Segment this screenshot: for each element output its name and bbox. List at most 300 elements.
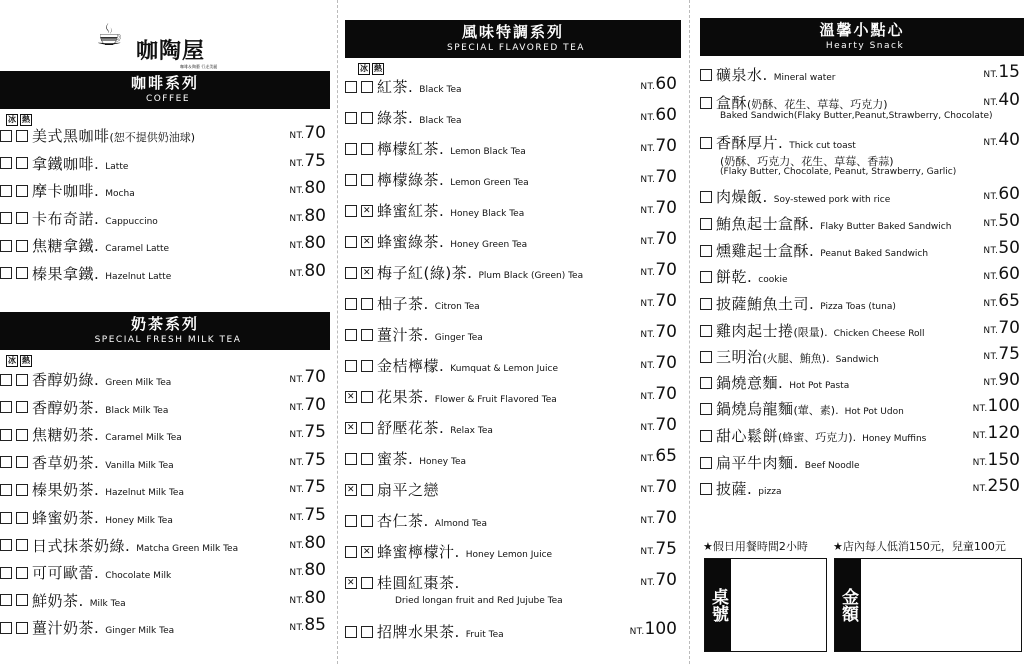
legend-iced-hot: 冰 熱 bbox=[8, 115, 30, 124]
hesu-english: Baked Sandwich(Flaky Butter,Peanut,Strawberry, Chocolate) bbox=[720, 111, 993, 121]
item-checkbox[interactable] bbox=[700, 377, 712, 389]
hot-checkbox[interactable] bbox=[361, 546, 373, 558]
shop-logo bbox=[96, 8, 236, 68]
menu-item bbox=[0, 150, 330, 175]
item-price: NT.70 bbox=[289, 394, 326, 415]
item-english: Soy-stewed pork with rice bbox=[773, 195, 891, 205]
item-price: NT.70 bbox=[640, 198, 677, 218]
item-price: NT.65 bbox=[640, 446, 677, 466]
item-price: NT.60 bbox=[640, 105, 677, 125]
iced-checkbox[interactable] bbox=[345, 81, 357, 93]
menu-item bbox=[0, 479, 330, 501]
menu-item bbox=[345, 138, 681, 160]
item-english: Citron Tea bbox=[434, 302, 480, 312]
item-name: 焦糖奶茶. bbox=[32, 426, 100, 445]
item-english: Almond Tea bbox=[434, 519, 488, 529]
item-name: 礦泉水. bbox=[716, 66, 768, 84]
column-divider bbox=[337, 0, 338, 664]
column-flavored-tea bbox=[345, 0, 681, 664]
item-name: 綠茶. bbox=[377, 109, 414, 127]
item-english: Lemon Green Tea bbox=[450, 178, 529, 188]
menu-item bbox=[345, 355, 681, 377]
iced-checkbox[interactable] bbox=[345, 112, 357, 124]
item-english: Mocha bbox=[105, 189, 135, 199]
item-price: NT.100 bbox=[972, 396, 1020, 416]
item-price: NT.120 bbox=[972, 423, 1020, 443]
item-name: 燻雞起士盒酥. bbox=[716, 242, 815, 260]
item-english: Beef Noodle bbox=[804, 461, 860, 471]
item-english: Chicken Cheese Roll bbox=[833, 329, 925, 339]
item-checkbox[interactable] bbox=[700, 325, 712, 337]
item-checkbox[interactable] bbox=[700, 403, 712, 415]
hot-checkbox[interactable] bbox=[16, 429, 28, 441]
item-checkbox[interactable] bbox=[700, 483, 712, 495]
item-english: Honey Tea bbox=[419, 457, 467, 467]
amount-label: 金額 bbox=[835, 559, 861, 651]
item-name: 甜心鬆餅 bbox=[716, 427, 779, 445]
menu-item bbox=[345, 262, 681, 284]
item-english: Peanut Baked Sandwich bbox=[820, 249, 929, 259]
item-name: 榛果拿鐵. bbox=[32, 264, 100, 283]
legend-iced-hot: 冰 熱 bbox=[8, 356, 30, 365]
iced-checkbox[interactable] bbox=[345, 236, 357, 248]
item-name: 香草奶茶. bbox=[32, 453, 100, 472]
item-english: Cappuccino bbox=[105, 216, 158, 227]
item-note: (葷、素). bbox=[793, 404, 839, 417]
item-checkbox[interactable] bbox=[700, 271, 712, 283]
item-price: NT.70 bbox=[640, 260, 677, 280]
iced-checkbox[interactable] bbox=[0, 374, 12, 386]
menu-item bbox=[700, 372, 1024, 394]
item-english: Hot Pot Udon bbox=[844, 407, 904, 417]
item-price: NT.50 bbox=[983, 211, 1020, 231]
item-price: NT.70 bbox=[289, 123, 326, 143]
menu-item bbox=[0, 532, 330, 557]
item-english: Black Milk Tea bbox=[105, 405, 169, 416]
item-english: Matcha Green Milk Tea bbox=[136, 543, 239, 554]
item-name: 鮮奶茶. bbox=[32, 591, 84, 610]
item-english: Relax Tea bbox=[450, 426, 493, 436]
hot-checkbox[interactable] bbox=[361, 112, 373, 124]
iced-checkbox[interactable] bbox=[0, 539, 12, 551]
toast-flavors: (奶酥、巧克力、花生、草莓、香蒜) bbox=[720, 155, 894, 168]
menu-item bbox=[0, 587, 330, 612]
hot-checkbox[interactable] bbox=[361, 298, 373, 310]
item-english: Caramel Latte bbox=[105, 244, 170, 254]
iced-checkbox[interactable] bbox=[345, 515, 357, 527]
item-note: (蜂蜜、巧克力). bbox=[778, 431, 857, 444]
iced-checkbox[interactable] bbox=[345, 267, 357, 279]
item-price: NT.70 bbox=[289, 367, 326, 387]
iced-checkbox[interactable] bbox=[345, 391, 357, 403]
menu-item bbox=[700, 452, 1024, 474]
menu-item bbox=[0, 125, 330, 147]
column-coffee-milktea bbox=[0, 0, 330, 664]
item-name: 蜜茶. bbox=[377, 450, 414, 468]
hot-checkbox[interactable] bbox=[16, 567, 28, 579]
item-price: NT.40 bbox=[983, 130, 1020, 150]
iced-checkbox[interactable] bbox=[345, 453, 357, 465]
menu-item bbox=[0, 617, 330, 639]
item-english: Vanilla Milk Tea bbox=[105, 460, 174, 471]
logo-title: 咖陶屋 bbox=[136, 39, 206, 64]
item-price: NT.40 bbox=[983, 90, 1020, 110]
menu-item bbox=[700, 213, 1024, 235]
item-price: NT.15 bbox=[983, 62, 1020, 82]
hot-checkbox[interactable] bbox=[16, 456, 28, 468]
item-price: NT.70 bbox=[640, 291, 677, 311]
item-price: NT.80 bbox=[289, 178, 326, 198]
item-note: (限量). bbox=[793, 326, 828, 339]
item-name: 披薩. bbox=[716, 480, 753, 498]
coffee-header: 咖啡系列 COFFEE bbox=[0, 71, 330, 109]
item-english: Hazelnut Latte bbox=[105, 271, 172, 282]
item-name: 杏仁茶. bbox=[377, 512, 429, 530]
column-divider bbox=[689, 0, 690, 664]
tea-header: 風味特調系列 SPECIAL FLAVORED TEA bbox=[345, 20, 681, 58]
menu-item bbox=[345, 293, 681, 315]
item-price: NT.80 bbox=[289, 560, 326, 581]
menu-item bbox=[0, 394, 330, 419]
item-price: NT.75 bbox=[289, 422, 326, 443]
hot-checkbox[interactable] bbox=[361, 422, 373, 434]
item-name: 拿鐵咖啡. bbox=[32, 154, 100, 173]
item-checkbox[interactable] bbox=[700, 69, 712, 81]
menu-item bbox=[700, 478, 1024, 500]
menu-item bbox=[0, 180, 330, 202]
item-price: NT.70 bbox=[640, 322, 677, 342]
hot-checkbox[interactable] bbox=[361, 515, 373, 527]
menu-item bbox=[700, 266, 1024, 288]
logo-tagline: 咖啡＆陶藝 行走美麗 bbox=[180, 64, 218, 69]
hot-checkbox[interactable] bbox=[361, 143, 373, 155]
amount-box[interactable] bbox=[834, 558, 1022, 652]
hot-checkbox[interactable] bbox=[361, 577, 373, 589]
item-name: 花果茶. bbox=[377, 388, 429, 406]
table-number-box[interactable] bbox=[704, 558, 827, 652]
iced-checkbox[interactable] bbox=[345, 484, 357, 496]
iced-checkbox[interactable] bbox=[345, 174, 357, 186]
menu-item bbox=[345, 200, 681, 222]
item-checkbox[interactable] bbox=[700, 218, 712, 230]
hot-checkbox[interactable] bbox=[361, 453, 373, 465]
item-name: 鍋燒烏龍麵 bbox=[716, 400, 794, 418]
menu-item bbox=[0, 205, 330, 230]
item-english: Black Tea bbox=[419, 85, 462, 95]
item-english: Honey Black Tea bbox=[450, 209, 525, 219]
notice-holiday: ★假日用餐時間2小時 bbox=[703, 540, 808, 553]
hot-checkbox[interactable] bbox=[361, 484, 373, 496]
iced-checkbox[interactable] bbox=[345, 422, 357, 434]
iced-checkbox[interactable] bbox=[0, 267, 12, 279]
hot-checkbox[interactable] bbox=[361, 391, 373, 403]
hot-checkbox[interactable] bbox=[16, 401, 28, 413]
hot-checkbox[interactable] bbox=[16, 267, 28, 279]
item-name: 榛果奶茶. bbox=[32, 481, 100, 500]
item-price: NT.60 bbox=[640, 74, 677, 94]
item-name: 三明治 bbox=[716, 348, 763, 366]
item-checkbox[interactable] bbox=[700, 298, 712, 310]
hot-checkbox[interactable] bbox=[16, 484, 28, 496]
item-price: NT.80 bbox=[289, 260, 326, 281]
iced-checkbox[interactable] bbox=[0, 512, 12, 524]
item-checkbox[interactable] bbox=[700, 191, 712, 203]
hot-checkbox[interactable] bbox=[16, 212, 28, 224]
item-english: Ginger Milk Tea bbox=[105, 626, 175, 637]
toast-english: (Flaky Butter, Chocolate, Peanut, Strawberry, Garlic) bbox=[720, 167, 957, 177]
item-price: NT.75 bbox=[289, 449, 326, 470]
item-price: NT.75 bbox=[983, 344, 1020, 364]
iced-checkbox[interactable] bbox=[0, 594, 12, 606]
item-price: NT.70 bbox=[983, 318, 1020, 338]
item-price: NT.70 bbox=[640, 167, 677, 187]
item-english: Honey Milk Tea bbox=[105, 516, 173, 526]
item-name: 招牌水果茶. bbox=[377, 623, 460, 641]
item-price: NT.80 bbox=[289, 205, 326, 226]
item-name: 披薩鮪魚土司. bbox=[716, 295, 815, 313]
iced-checkbox[interactable] bbox=[0, 401, 12, 413]
hot-checkbox[interactable] bbox=[361, 267, 373, 279]
item-price: NT.50 bbox=[983, 238, 1020, 258]
hot-checkbox[interactable] bbox=[361, 360, 373, 372]
item-price: NT.75 bbox=[640, 539, 677, 559]
iced-checkbox[interactable] bbox=[345, 205, 357, 217]
iced-checkbox[interactable] bbox=[0, 484, 12, 496]
item-name: 薑汁茶. bbox=[377, 326, 429, 344]
item-price: NT.70 bbox=[640, 415, 677, 435]
item-checkbox[interactable] bbox=[700, 430, 712, 442]
item-name: 美式黑咖啡 bbox=[32, 127, 110, 145]
hot-checkbox[interactable] bbox=[16, 374, 28, 386]
item-name: 盒酥 bbox=[716, 94, 748, 112]
item-name: 蜂蜜奶茶. bbox=[32, 509, 100, 527]
iced-checkbox[interactable] bbox=[345, 298, 357, 310]
coffee-cup-icon: ☕ bbox=[96, 18, 123, 53]
item-english: Caramel Milk Tea bbox=[105, 433, 182, 444]
item-note: (火腿、鮪魚). bbox=[762, 352, 830, 365]
hot-checkbox[interactable] bbox=[361, 205, 373, 217]
item-english: Mineral water bbox=[773, 73, 836, 83]
item-checkbox[interactable] bbox=[700, 245, 712, 257]
hot-checkbox[interactable] bbox=[361, 626, 373, 638]
milktea-header: 奶茶系列 SPECIAL FRESH MILK TEA bbox=[0, 312, 330, 350]
item-english: Black Tea bbox=[419, 116, 462, 126]
item-english: Flaky Butter Baked Sandwich bbox=[820, 222, 952, 232]
item-name: 蜂蜜綠茶. bbox=[377, 233, 445, 251]
iced-checkbox[interactable] bbox=[345, 626, 357, 638]
menu-item bbox=[700, 293, 1024, 315]
item-name: 梅子紅(綠)茶. bbox=[377, 264, 473, 282]
item-english: Pizza Toas (tuna) bbox=[820, 302, 896, 312]
menu-item bbox=[345, 541, 681, 563]
iced-checkbox[interactable] bbox=[0, 429, 12, 441]
item-name: 摩卡咖啡. bbox=[32, 182, 100, 200]
iced-checkbox[interactable] bbox=[0, 130, 12, 142]
menu-item bbox=[345, 386, 681, 408]
menu-item bbox=[700, 425, 1024, 447]
item-name: 香醇奶茶. bbox=[32, 398, 100, 417]
hot-checkbox[interactable] bbox=[361, 236, 373, 248]
iced-checkbox[interactable] bbox=[0, 157, 12, 169]
item-price: NT.60 bbox=[983, 264, 1020, 284]
iced-checkbox[interactable] bbox=[345, 577, 357, 589]
hot-checkbox[interactable] bbox=[16, 240, 28, 252]
hot-checkbox[interactable] bbox=[16, 130, 28, 142]
notice-minimum: ★店內每人低消150元，兒童100元 bbox=[833, 540, 1006, 553]
item-price: NT.70 bbox=[640, 136, 677, 156]
menu-item bbox=[345, 572, 681, 594]
item-name: 餅乾. bbox=[716, 268, 753, 286]
item-name: 檸檬紅茶. bbox=[377, 140, 445, 158]
item-name: 紅茶. bbox=[377, 78, 414, 96]
item-name: 舒壓花茶. bbox=[377, 419, 445, 437]
table-number-label: 桌號 bbox=[705, 559, 731, 651]
item-english: Hazelnut Milk Tea bbox=[105, 488, 184, 499]
menu-item bbox=[345, 621, 681, 643]
item-price: NT.80 bbox=[289, 233, 326, 253]
item-english: Ginger Tea bbox=[434, 333, 483, 343]
item-price: NT.70 bbox=[640, 384, 677, 404]
item-name: 肉燥飯. bbox=[716, 188, 768, 206]
menu-item bbox=[0, 562, 330, 584]
menu-item bbox=[0, 235, 330, 257]
item-price: NT.70 bbox=[640, 477, 677, 497]
item-price: NT.70 bbox=[640, 229, 677, 249]
item-note: (恕不提供奶油球) bbox=[109, 131, 196, 144]
item-name: 柚子茶. bbox=[377, 295, 429, 313]
item-price: NT.60 bbox=[983, 184, 1020, 204]
item-english: pizza bbox=[758, 487, 782, 497]
legend-iced-hot: 冰 熱 bbox=[360, 64, 382, 73]
item-price: NT.90 bbox=[983, 370, 1020, 390]
menu-item bbox=[345, 479, 681, 501]
item-price: NT.85 bbox=[289, 615, 326, 636]
item-checkbox[interactable] bbox=[700, 137, 712, 149]
item-note: (奶酥、花生、草莓、巧克力) bbox=[747, 98, 888, 111]
item-price: NT.70 bbox=[640, 570, 677, 590]
item-price: NT.75 bbox=[289, 150, 326, 171]
menu-item bbox=[0, 369, 330, 391]
menu-item bbox=[345, 448, 681, 470]
item-english: Fruit Tea bbox=[465, 630, 504, 640]
menu-item bbox=[345, 107, 681, 129]
item-name: 香酥厚片. bbox=[716, 134, 784, 152]
menu-item bbox=[345, 169, 681, 191]
item-english: cookie bbox=[758, 275, 788, 285]
item-english: Plum Black (Green) Tea bbox=[478, 271, 584, 281]
item-price: NT.70 bbox=[640, 508, 677, 528]
menu-item bbox=[345, 324, 681, 346]
menu-item bbox=[700, 320, 1024, 342]
item-english: Kumquat & Lemon Juice bbox=[450, 364, 558, 374]
iced-checkbox[interactable] bbox=[345, 329, 357, 341]
hot-checkbox[interactable] bbox=[361, 174, 373, 186]
item-price: NT.100 bbox=[629, 619, 677, 639]
iced-checkbox[interactable] bbox=[345, 143, 357, 155]
menu-item bbox=[0, 507, 330, 529]
snack-header: 溫馨小點心 Hearty Snack bbox=[700, 18, 1024, 56]
item-name: 日式抹茶奶綠. bbox=[32, 536, 131, 555]
menu-item bbox=[345, 231, 681, 253]
iced-checkbox[interactable] bbox=[0, 212, 12, 224]
hot-checkbox[interactable] bbox=[361, 81, 373, 93]
item-english: Thick cut toast bbox=[789, 141, 856, 151]
iced-checkbox[interactable] bbox=[0, 185, 12, 197]
hot-checkbox[interactable] bbox=[361, 329, 373, 341]
iced-checkbox[interactable] bbox=[345, 360, 357, 372]
iced-checkbox[interactable] bbox=[0, 567, 12, 579]
iced-checkbox[interactable] bbox=[0, 240, 12, 252]
menu-item bbox=[700, 346, 1024, 368]
item-price: NT.80 bbox=[289, 587, 326, 608]
menu-item bbox=[0, 260, 330, 285]
menu-item bbox=[700, 398, 1024, 420]
item-price: NT.150 bbox=[972, 450, 1020, 470]
item-price: NT.75 bbox=[289, 505, 326, 525]
menu-item bbox=[0, 449, 330, 474]
menu-item bbox=[345, 76, 681, 98]
item-price: NT.75 bbox=[289, 477, 326, 498]
item-name: 蜂蜜檸檬汁. bbox=[377, 543, 460, 561]
item-price: NT.70 bbox=[640, 353, 677, 373]
item-english: Honey Green Tea bbox=[450, 240, 528, 250]
item-name: 蜂蜜紅茶. bbox=[377, 202, 445, 220]
item-checkbox[interactable] bbox=[700, 457, 712, 469]
item-name: 香醇奶綠. bbox=[32, 371, 100, 389]
item-english: Flower & Fruit Flavored Tea bbox=[434, 395, 557, 405]
iced-checkbox[interactable] bbox=[345, 546, 357, 558]
item-english: Honey Lemon Juice bbox=[465, 550, 553, 560]
item-name: 金桔檸檬. bbox=[377, 357, 445, 375]
item-checkbox[interactable] bbox=[700, 97, 712, 109]
item-name: 鍋燒意麵. bbox=[716, 374, 784, 392]
menu-item bbox=[345, 417, 681, 439]
item-english: Latte bbox=[105, 161, 129, 172]
item-name: 扇平之戀 bbox=[377, 481, 440, 499]
hot-checkbox[interactable] bbox=[16, 594, 28, 606]
item-price: NT.250 bbox=[972, 476, 1020, 496]
menu-item bbox=[700, 64, 1024, 86]
iced-checkbox[interactable] bbox=[0, 456, 12, 468]
item-english: Milk Tea bbox=[89, 598, 126, 609]
iced-checkbox[interactable] bbox=[0, 622, 12, 634]
item-name: 檸檬綠茶. bbox=[377, 171, 445, 189]
column-snacks bbox=[700, 0, 1024, 664]
item-price: NT.80 bbox=[289, 532, 326, 553]
item-name: 鮪魚起士盒酥. bbox=[716, 215, 815, 233]
item-price: NT.65 bbox=[983, 291, 1020, 311]
item-english: Green Milk Tea bbox=[105, 378, 172, 388]
item-english: Lemon Black Tea bbox=[450, 147, 526, 157]
item-name: 桂圓紅棗茶. bbox=[377, 574, 460, 592]
item-name: 卡布奇諾. bbox=[32, 209, 100, 228]
hot-checkbox[interactable] bbox=[16, 512, 28, 524]
menu-item bbox=[0, 424, 330, 446]
item-name: 焦糖拿鐵. bbox=[32, 237, 100, 255]
menu-item bbox=[700, 240, 1024, 262]
item-english: Sandwich bbox=[835, 355, 879, 365]
hot-checkbox[interactable] bbox=[16, 622, 28, 634]
hot-checkbox[interactable] bbox=[16, 539, 28, 551]
item-name: 可可歐蕾. bbox=[32, 564, 100, 583]
menu-item bbox=[700, 132, 1024, 154]
hot-checkbox[interactable] bbox=[16, 157, 28, 169]
menu-item bbox=[345, 510, 681, 532]
hot-checkbox[interactable] bbox=[16, 185, 28, 197]
item-checkbox[interactable] bbox=[700, 351, 712, 363]
menu-item bbox=[700, 186, 1024, 208]
longan-english: Dried longan fruit and Red Jujube Tea bbox=[395, 596, 563, 606]
